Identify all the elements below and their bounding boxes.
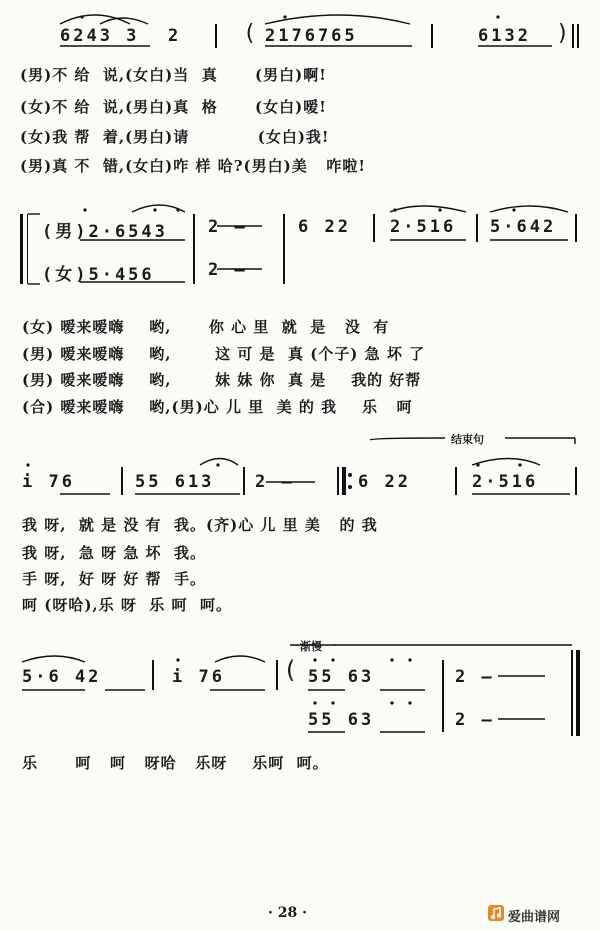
slur xyxy=(22,656,85,662)
lyric-line: (男) 嗳来嗳嗨 哟, 妹 妹 你 真 是 我的 好帮 xyxy=(22,371,422,389)
upper-measure-4: 2·516 xyxy=(390,217,457,237)
lower-measure-2: 2 — xyxy=(208,260,248,280)
lower-final-measure-1: 55 63 xyxy=(308,710,375,730)
lyric-line: (男)真 不 错,(女白)咋 样 哈?(男白)美 咋啦! xyxy=(20,157,366,175)
lyric-line: (合) 嗳来嗳嗨 哟,(男)心 儿 里 美 的 我 乐 呵 xyxy=(22,398,413,416)
lyric-line: 呵 (呀哈),乐 呀 乐 呵 呵。 xyxy=(22,596,232,614)
slur xyxy=(472,459,540,466)
upper-final-measure-2: 2 — xyxy=(455,667,495,687)
slur xyxy=(265,15,410,24)
bracket-close: ) xyxy=(556,21,573,46)
measure-1: 5·6 42 xyxy=(22,667,102,687)
upper-measure-2: 2 — xyxy=(208,217,248,237)
bracket-open: ( xyxy=(243,21,260,46)
upper-final-measure-1: 55 63 xyxy=(308,667,375,687)
ending-marker: 结束句 xyxy=(451,433,484,446)
page-number: · 28 · xyxy=(268,905,307,921)
measure-1: i 76 xyxy=(22,472,75,492)
lyric-line: 我 呀, 急 呀 急 坏 我。 xyxy=(22,544,207,562)
lyric-line: 我 呀, 就 是 没 有 我。(齐)心 儿 里 美 的 我 xyxy=(22,516,378,534)
upper-measure-1: (男)2·6543 xyxy=(42,222,168,242)
lyric-line: (女) 嗳来嗳嗨 哟, 你 心 里 就 是 没 有 xyxy=(22,318,390,336)
lower-measure-1: (女)5·456 xyxy=(42,265,155,285)
music-note-icon xyxy=(488,905,504,925)
measure-2: i 76 xyxy=(172,667,225,687)
lyric-line: (女)我 帮 着,(男白)请 (女白)我! xyxy=(20,128,330,146)
slur xyxy=(60,15,130,24)
measure-4: 6 22 xyxy=(358,472,411,492)
lyric-line: (男) 嗳来嗳嗨 哟, 这 可 是 真 (个子) 急 坏 了 xyxy=(22,345,426,363)
measure-4: 6132 xyxy=(478,26,531,46)
watermark-logo xyxy=(488,905,560,925)
ending-bracket xyxy=(370,438,445,440)
upper-measure-3: 6 22 xyxy=(298,217,351,237)
lyric-line: (男)不 给 说,(女白)当 真 (男白)啊! xyxy=(20,66,327,84)
part-brace: ( xyxy=(283,656,301,684)
measure-2: 2 xyxy=(168,26,182,46)
lyric-line: (女)不 给 说,(男白)真 格 (女白)嗳! xyxy=(20,98,327,116)
measure-3: 2176765 xyxy=(265,26,358,46)
measure-5: 2·516 xyxy=(472,472,539,492)
measure-1: 6243 3 xyxy=(60,26,140,46)
measure-3: 2 — xyxy=(255,472,295,492)
upper-measure-5: 5·642 xyxy=(490,217,557,237)
lower-final-measure-2: 2 — xyxy=(455,710,495,730)
lyric-line: 乐 呵 呵 呀哈 乐呀 乐呵 呵。 xyxy=(22,754,329,772)
measure-2: 55 613 xyxy=(135,472,215,492)
tempo-marker: 渐慢 xyxy=(300,640,322,653)
slur xyxy=(215,656,265,662)
watermark-text: 爱曲谱网 xyxy=(508,909,561,925)
slur xyxy=(390,206,466,212)
lyric-line: 手 呀, 好 呀 好 帮 手。 xyxy=(22,570,207,588)
slur xyxy=(490,206,568,212)
